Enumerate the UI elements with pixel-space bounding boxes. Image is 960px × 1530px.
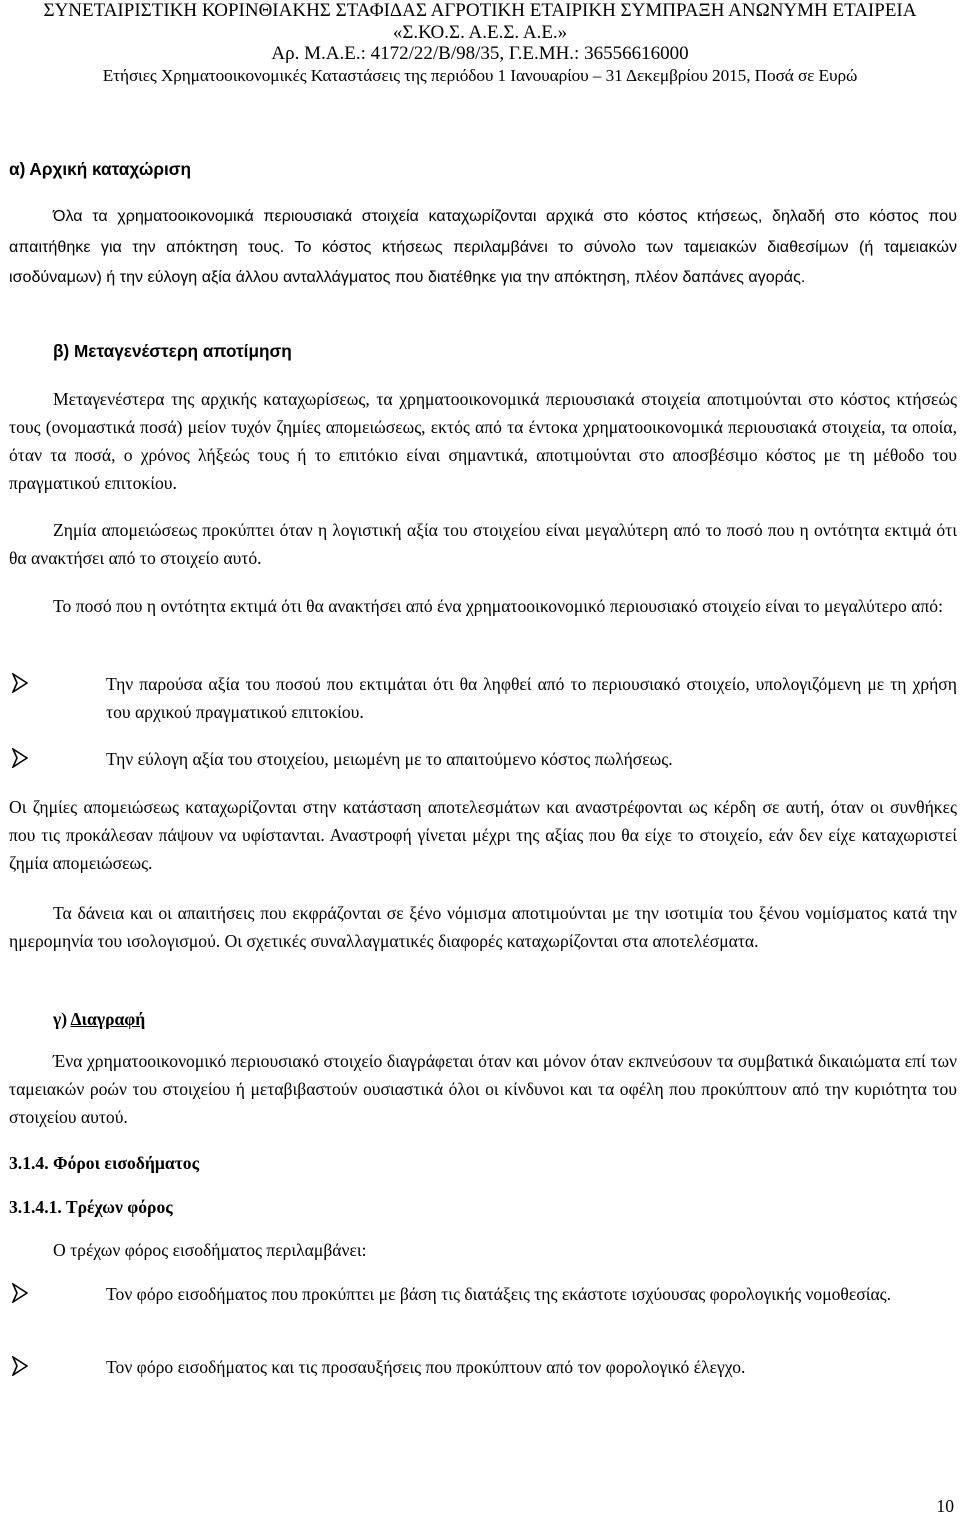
page-number: 10 [936, 1496, 954, 1516]
section-b-paragraph-1: Μεταγενέστερα της αρχικής καταχωρίσεως, τα χρηματοοικονομικά περιουσιακά στοιχεία αποτιμούνται στο κόστος κτήσεώς τους (ονομαστικά ποσά) μείον τυχόν ζημίες απομειώσεως, εκτός από τα έντοκα χρηματοοικονομικά περιουσιακά στοιχεία, τα οποία, όταν τα ποσά, ο χρόνος λήξεώς τους ή το επιτόκιο είναι σημαντικά, αποτιμούνται στο αποσβέσιμο κόστος με τη μέθοδο του πραγματικού επιτοκίου. [9, 389, 957, 493]
section-b-paragraph-3: Το ποσό που η οντότητα εκτιμά ότι θα ανακτήσει από ένα χρηματοοικονομικό περιουσιακό στοιχείο είναι το μεγαλύτερο από: [53, 596, 943, 616]
arrowhead-bullet-icon [12, 673, 28, 693]
section-b-heading: β) Μεταγενέστερη αποτίμηση [53, 341, 292, 361]
section-3141-heading: 3.1.4.1. Τρέχων φόρος [9, 1197, 173, 1217]
list-item-text: Τον φόρο εισοδήματος και τις προσαυξήσεις που προκύπτουν από τον φορολογικό έλεγχο. [106, 1357, 746, 1377]
arrowhead-bullet-icon [12, 748, 28, 768]
section-c-paragraph: Ένα χρηματοοικονομικό περιουσιακό στοιχείο διαγράφεται όταν και μόνον όταν εκπνεύσουν τα συμβατικά δικαιώματα επί των ταμειακών ροών του στοιχείου ή μεταβιβαστούν ουσιαστικά όλοι οι κίνδυνοι και τα οφέλη που προκύπτουν από την κυριότητα του στοιχείου αυτού. [9, 1051, 957, 1127]
registration-numbers: Αρ. Μ.Α.Ε.: 4172/22/Β/98/35, Γ.Ε.ΜΗ.: 36556616000 [271, 43, 689, 64]
arrowhead-bullet-icon [12, 1356, 28, 1376]
list-item [9, 1280, 957, 1308]
list-item-text: Την εύλογη αξία του στοιχείου, μειωμένη με το απαιτούμενο κόστος πωλήσεως. [106, 749, 673, 769]
section-c-heading-prefix: γ) [53, 1009, 71, 1029]
current-tax-intro: Ο τρέχων φόρος εισοδήματος περιλαμβάνει: [53, 1240, 367, 1260]
list-item-text: Την παρούσα αξία του ποσού που εκτιμάται ότι θα ληφθεί από το περιουσιακό στοιχείο, υπολογιζόμενη με τη χρήση του αρχικού πραγματικού επιτοκίου. [106, 674, 957, 722]
list-item [9, 670, 957, 726]
section-a-paragraph: Όλα τα χρηματοοικονομικά περιουσιακά στοιχεία καταχωρίζονται αρχικά στο κόστος κτήσεως, δηλαδή στο κόστος που απαιτήθηκε για την απόκτηση τους. Το κόστος κτήσεως περιλαμβάνει το σύνολο των ταμειακών διαθεσίμων (ή ταμειακών ισοδύναμων) ή την εύλογη αξία άλλου ανταλλάγματος που διατέθηκε για την απόκτηση, πλέον δαπάνες αγοράς. [9, 207, 957, 286]
section-b-paragraph-2: Ζημία απομειώσεως προκύπτει όταν η λογιστική αξία του στοιχείου είναι μεγαλύτερη από το ποσό που η οντότητα εκτιμά ότι θα ανακτήσει από το στοιχείο αυτό. [9, 520, 957, 568]
arrowhead-bullet-icon [12, 1283, 28, 1303]
section-314-heading: 3.1.4. Φόροι εισοδήματος [9, 1153, 200, 1173]
statements-period: Ετήσιες Χρηματοοικονομικές Καταστάσεις της περιόδου 1 Ιανουαρίου – 31 Δεκεμβρίου 2015, Ποσά σε Ευρώ [102, 65, 858, 85]
list-item [9, 745, 957, 773]
company-abbreviation: «Σ.ΚΟ.Σ. Α.Ε.Σ. Α.Ε.» [392, 21, 568, 43]
section-b-paragraph-5: Τα δάνεια και οι απαιτήσεις που εκφράζονται σε ξένο νόμισμα αποτιμούνται με την ισοτιμία του ξένου νομίσματος κατά την ημερομηνία του ισολογισμού. Οι σχετικές συναλλαγματικές διαφορές καταχωρίζονται στα αποτελέσματα. [9, 903, 957, 951]
document-header [0, 0, 960, 86]
company-name: ΣΥΝΕΤΑΙΡΙΣΤΙΚΗ ΚΟΡΙΝΘΙΑΚΗΣ ΣΤΑΦΙΔΑΣ ΑΓΡΟΤΙΚΗ ΕΤΑΙΡΙΚΗ ΣΥΜΠΡΑΞΗ ΑΝΩΝΥΜΗ ΕΤΑΙΡΕΙΑ [43, 0, 917, 21]
section-c-heading [53, 1007, 957, 1031]
section-b-paragraph-4: Οι ζημίες απομειώσεως καταχωρίζονται στην κατάσταση αποτελεσμάτων και αναστρέφονται ως κέρδη σε αυτή, όταν οι συνθήκες που τις προκάλεσαν πάψουν να υφίστανται. Αναστροφή γίνεται μέχρι της αξίας που θα είχε το στοιχείο, εάν δεν είχε καταχωριστεί ζημία απομειώσεως. [9, 797, 957, 873]
section-a-heading: α) Αρχική καταχώριση [9, 159, 192, 179]
section-c-heading-title: Διαγραφή [70, 1009, 146, 1029]
list-item-text: Τον φόρο εισοδήματος που προκύπτει με βάση τις διατάξεις της εκάστοτε ισχύουσας φορολογικής νομοθεσίας. [106, 1284, 892, 1304]
list-item [9, 1353, 957, 1381]
